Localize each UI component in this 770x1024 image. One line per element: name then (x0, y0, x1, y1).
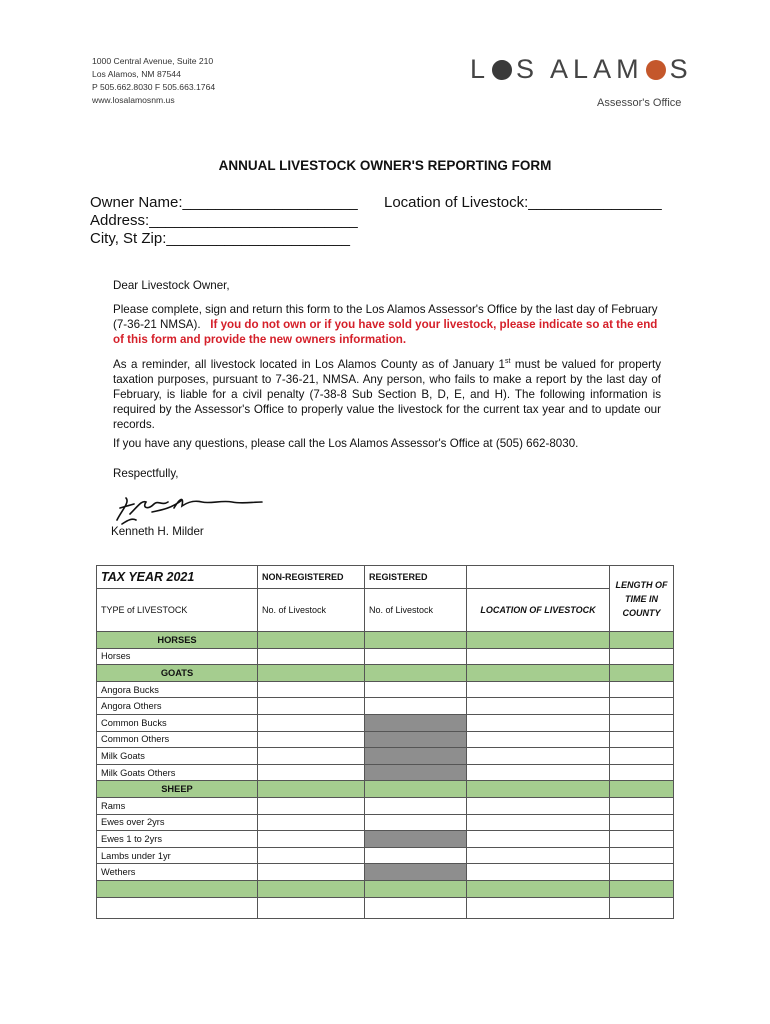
section-cell (258, 665, 365, 682)
livestock-type-label: Rams (97, 797, 258, 814)
length-of-time-cell[interactable] (610, 847, 674, 864)
non-registered-count-cell[interactable] (258, 698, 365, 715)
non-registered-count-cell[interactable] (258, 714, 365, 731)
table-row (97, 814, 674, 831)
section-row (97, 781, 674, 798)
blank-nonreg-cell[interactable] (258, 897, 365, 918)
address-line: Los Alamos, NM 87544 (92, 69, 181, 79)
location-cell[interactable] (467, 648, 610, 665)
length-of-time-cell[interactable] (610, 731, 674, 748)
section-cell (467, 781, 610, 798)
livestock-type-label: Milk Goats (97, 748, 258, 765)
table-row (97, 698, 674, 715)
livestock-type-label: Horses (97, 648, 258, 665)
closing: Respectfully, (113, 467, 179, 480)
tax-year-header: TAX YEAR 2021 (97, 566, 258, 589)
registered-count-blocked (365, 831, 467, 848)
section-title: SHEEP (97, 781, 258, 798)
location-cell[interactable] (467, 797, 610, 814)
length-of-time-cell[interactable] (610, 681, 674, 698)
location-field[interactable]: Location of Livestock:________________ (384, 194, 662, 211)
location-cell[interactable] (467, 864, 610, 881)
livestock-type-label: Wethers (97, 864, 258, 881)
table-row (97, 864, 674, 881)
registered-count-blocked (365, 731, 467, 748)
section-cell (610, 880, 674, 897)
section-cell (610, 632, 674, 649)
livestock-type-label: Lambs under 1yr (97, 847, 258, 864)
section-cell (610, 665, 674, 682)
registered-count-cell[interactable] (365, 814, 467, 831)
blank-type-cell[interactable] (97, 897, 258, 918)
non-registered-count-cell[interactable] (258, 814, 365, 831)
registered-count-cell[interactable] (365, 648, 467, 665)
registered-count-blocked (365, 748, 467, 765)
non-registered-count-cell[interactable] (258, 681, 365, 698)
section-cell (258, 632, 365, 649)
section-title (97, 880, 258, 897)
location-cell[interactable] (467, 698, 610, 715)
blank-location-cell[interactable] (467, 897, 610, 918)
address-field[interactable]: Address:_________________________ (90, 212, 358, 229)
non-registered-header: NON-REGISTERED (258, 566, 365, 589)
non-registered-count-cell[interactable] (258, 864, 365, 881)
length-of-time-cell[interactable] (610, 864, 674, 881)
table-row (97, 748, 674, 765)
registered-count-cell[interactable] (365, 847, 467, 864)
location-header: LOCATION OF LIVESTOCK (467, 589, 610, 632)
section-cell (467, 880, 610, 897)
location-cell[interactable] (467, 714, 610, 731)
livestock-type-label: Angora Bucks (97, 681, 258, 698)
table-row (97, 714, 674, 731)
non-registered-count-cell[interactable] (258, 748, 365, 765)
registered-count-blocked (365, 714, 467, 731)
section-cell (610, 781, 674, 798)
registered-count-cell[interactable] (365, 797, 467, 814)
location-cell[interactable] (467, 748, 610, 765)
section-cell (365, 665, 467, 682)
location-cell[interactable] (467, 731, 610, 748)
length-of-time-cell[interactable] (610, 714, 674, 731)
letterhead-address (92, 55, 215, 107)
section-row (97, 880, 674, 897)
length-of-time-cell[interactable] (610, 831, 674, 848)
location-cell[interactable] (467, 764, 610, 781)
length-of-time-cell[interactable] (610, 698, 674, 715)
address-line: P 505.662.8030 F 505.663.1764 (92, 82, 216, 92)
location-cell[interactable] (467, 681, 610, 698)
address-line: 1000 Central Avenue, Suite 210 (92, 56, 214, 66)
paragraph-contact: If you have any questions, please call the Los Alamos Assessor's Office at (505) 662-8030. (113, 437, 579, 450)
length-of-time-cell[interactable] (610, 797, 674, 814)
section-cell (365, 880, 467, 897)
length-of-time-cell[interactable] (610, 814, 674, 831)
location-cell[interactable] (467, 847, 610, 864)
non-registered-count-cell[interactable] (258, 764, 365, 781)
logo-leaf-icon (646, 60, 666, 80)
livestock-type-label: Angora Others (97, 698, 258, 715)
non-registered-count-cell[interactable] (258, 648, 365, 665)
section-cell (258, 880, 365, 897)
registered-count-blocked (365, 864, 467, 881)
livestock-type-label: Common Others (97, 731, 258, 748)
registered-header: REGISTERED (365, 566, 467, 589)
form-title: ANNUAL LIVESTOCK OWNER'S REPORTING FORM (218, 158, 552, 173)
notice-text: If you do not own or if you have sold your livestock, please indicate so at the end of this form and provide the new owners information (113, 318, 658, 346)
livestock-type-label: Ewes 1 to 2yrs (97, 831, 258, 848)
city-state-zip-field[interactable]: City, St Zip:______________________ (90, 230, 350, 247)
livestock-table (96, 565, 674, 919)
greeting: Dear Livestock Owner, (113, 279, 230, 292)
non-registered-count-cell[interactable] (258, 831, 365, 848)
livestock-type-label: Common Bucks (97, 714, 258, 731)
non-registered-count-header: No. of Livestock (258, 589, 365, 632)
table-row (97, 731, 674, 748)
blank-length-cell[interactable] (610, 897, 674, 918)
registered-count-header: No. of Livestock (365, 589, 467, 632)
type-of-livestock-header: TYPE of LIVESTOCK (97, 589, 258, 632)
non-registered-count-cell[interactable] (258, 731, 365, 748)
section-cell (467, 665, 610, 682)
section-cell (365, 781, 467, 798)
paragraph-reminder: As a reminder, all livestock located in Los Alamos County as of January 1st must be valued for property taxation purposes, pursuant to 7-36-21, NMSA. Any person, who fails to make a report by the last day of February, is liable for a civil penalty (7-38-8 Sub Section B, D, E, and H). The following information is required by the Assessor's Office to properly value the livestock for the current tax year and to update our records. (113, 357, 661, 431)
logo-circle-icon (492, 60, 512, 80)
length-of-time-header: LENGTH OF TIME IN COUNTY (610, 566, 674, 632)
location-cell[interactable] (467, 814, 610, 831)
section-row (97, 665, 674, 682)
website-text: www.losalamosnm.us (92, 95, 175, 105)
livestock-type-label: Milk Goats Others (97, 764, 258, 781)
length-of-time-cell[interactable] (610, 748, 674, 765)
section-cell (258, 781, 365, 798)
section-title: HORSES (97, 632, 258, 649)
table-row (97, 648, 674, 665)
table-row (97, 797, 674, 814)
section-cell (467, 632, 610, 649)
table-row (97, 847, 674, 864)
length-of-time-cell[interactable] (610, 648, 674, 665)
blank-reg-cell[interactable] (365, 897, 467, 918)
registered-count-blocked (365, 764, 467, 781)
table-row (97, 831, 674, 848)
registered-count-cell[interactable] (365, 698, 467, 715)
signer-name: Kenneth H. Milder (111, 525, 204, 538)
length-of-time-cell[interactable] (610, 764, 674, 781)
location-cell[interactable] (467, 831, 610, 848)
section-title: GOATS (97, 665, 258, 682)
table-row (97, 681, 674, 698)
paragraph-instructions: Please complete, sign and return this form to the Los Alamos Assessor's Office by the last day of February (7-36-21 NMSA). If you do not own or if you have sold your livestock, please indicate so at the end of this form and provide the new owners information. (113, 303, 658, 346)
office-name: Assessor's Office (597, 97, 682, 109)
registered-count-cell[interactable] (365, 681, 467, 698)
non-registered-count-cell[interactable] (258, 847, 365, 864)
section-row (97, 632, 674, 649)
section-cell (365, 632, 467, 649)
table-row (97, 764, 674, 781)
table-row (97, 897, 674, 918)
livestock-type-label: Ewes over 2yrs (97, 814, 258, 831)
non-registered-count-cell[interactable] (258, 797, 365, 814)
los-alamos-logo: L S ALAM S (470, 54, 693, 84)
owner-name-field[interactable]: Owner Name:_____________________ (90, 194, 358, 211)
